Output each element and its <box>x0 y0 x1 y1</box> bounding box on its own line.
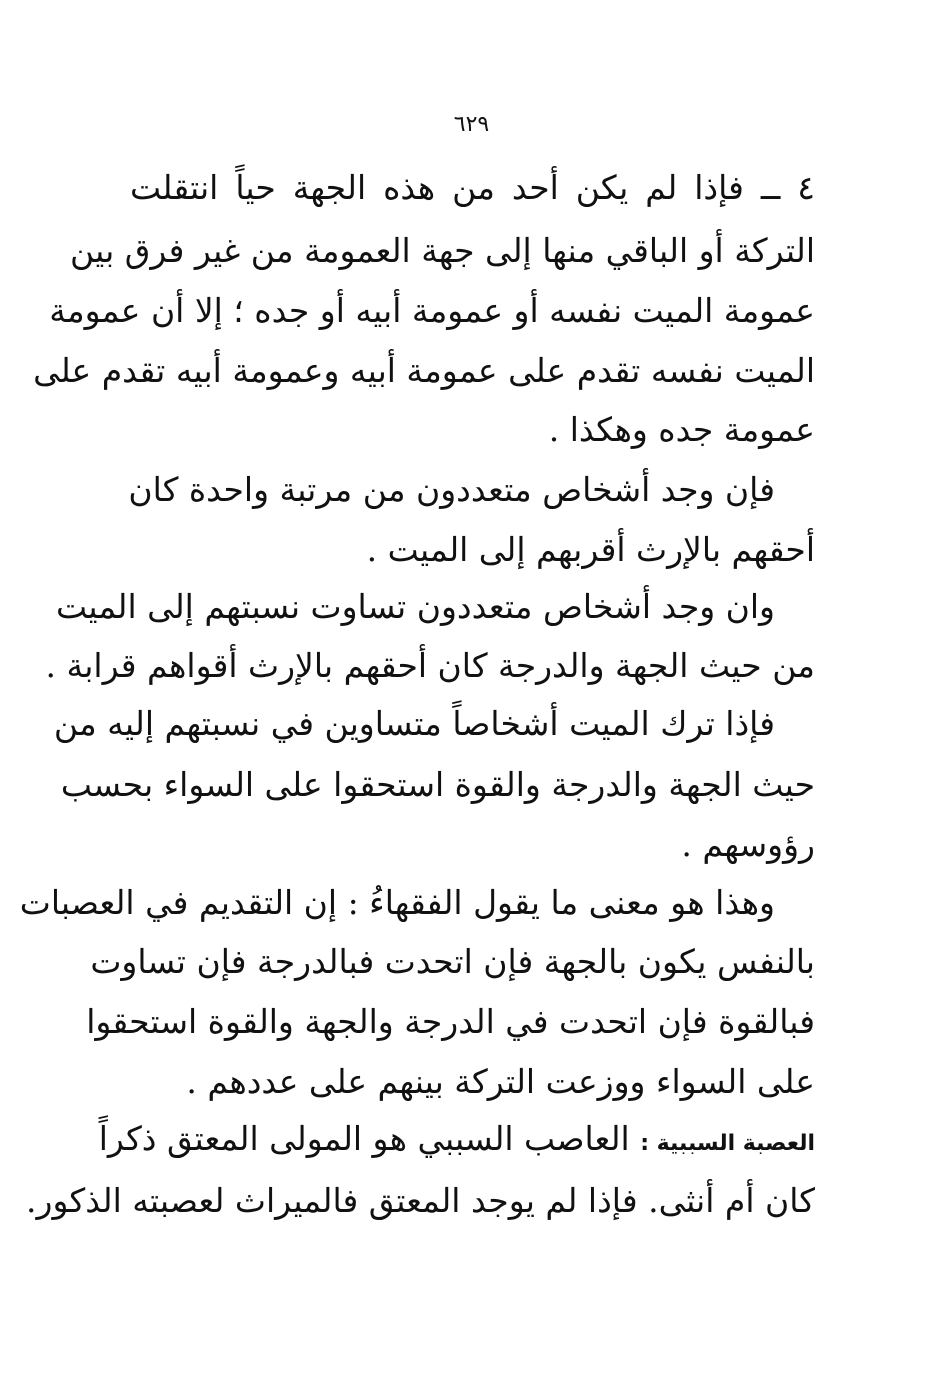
text-line: حيث الجهة والدرجة والقوة استحقوا على السواء بحسب <box>60 765 815 804</box>
text-line: التركة أو الباقي منها إلى جهة العمومة من غير فرق بين <box>70 231 815 270</box>
text-line: بالنفس يكون بالجهة فإن اتحدت فبالدرجة فإن تساوت <box>90 942 815 981</box>
text-line-with-heading <box>98 1119 815 1164</box>
page-number: ٦٢٩ <box>453 112 490 137</box>
section-heading: العصبة السببية : <box>640 1131 815 1156</box>
text-line: عمومة جده وهكذا . <box>548 410 815 449</box>
text-line: كان أم أنثى. فإذا لم يوجد المعتق فالميراث لعصبته الذكور. <box>26 1181 815 1220</box>
text-line: رؤوسهم . <box>681 825 815 864</box>
text-line: من حيث الجهة والدرجة كان أحقهم بالإرث أقواهم قرابة . <box>45 646 815 685</box>
text-line: أحقهم بالإرث أقربهم إلى الميت . <box>366 530 815 569</box>
text-line: وان وجد أشخاص متعددون تساوت نسبتهم إلى الميت <box>55 587 775 626</box>
text-line: الميت نفسه تقدم على عمومة أبيه وعمومة أبيه تقدم على <box>33 351 815 390</box>
text-fragment: العاصب السببي هو المولى المعتق ذكراً <box>98 1119 630 1158</box>
text-line: فإذا ترك الميت أشخاصاً متساوين في نسبتهم إليه من <box>53 704 775 743</box>
text-line: ٤ ــ فإذا لم يكن أحد من هذه الجهة حياً انتقلت <box>130 168 815 207</box>
text-line: فإن وجد أشخاص متعددون من مرتبة واحدة كان <box>128 470 775 509</box>
text-line: على السواء ووزعت التركة بينهم على عددهم . <box>186 1062 815 1101</box>
text-line: عمومة الميت نفسه أو عمومة أبيه أو جده ؛ إلا أن عمومة <box>49 291 815 330</box>
text-line: وهذا هو معنى ما يقول الفقهاءُ : إن التقديم في العصبات <box>19 883 775 922</box>
text-line: فبالقوة فإن اتحدت في الدرجة والجهة والقوة استحقوا <box>86 1002 815 1041</box>
